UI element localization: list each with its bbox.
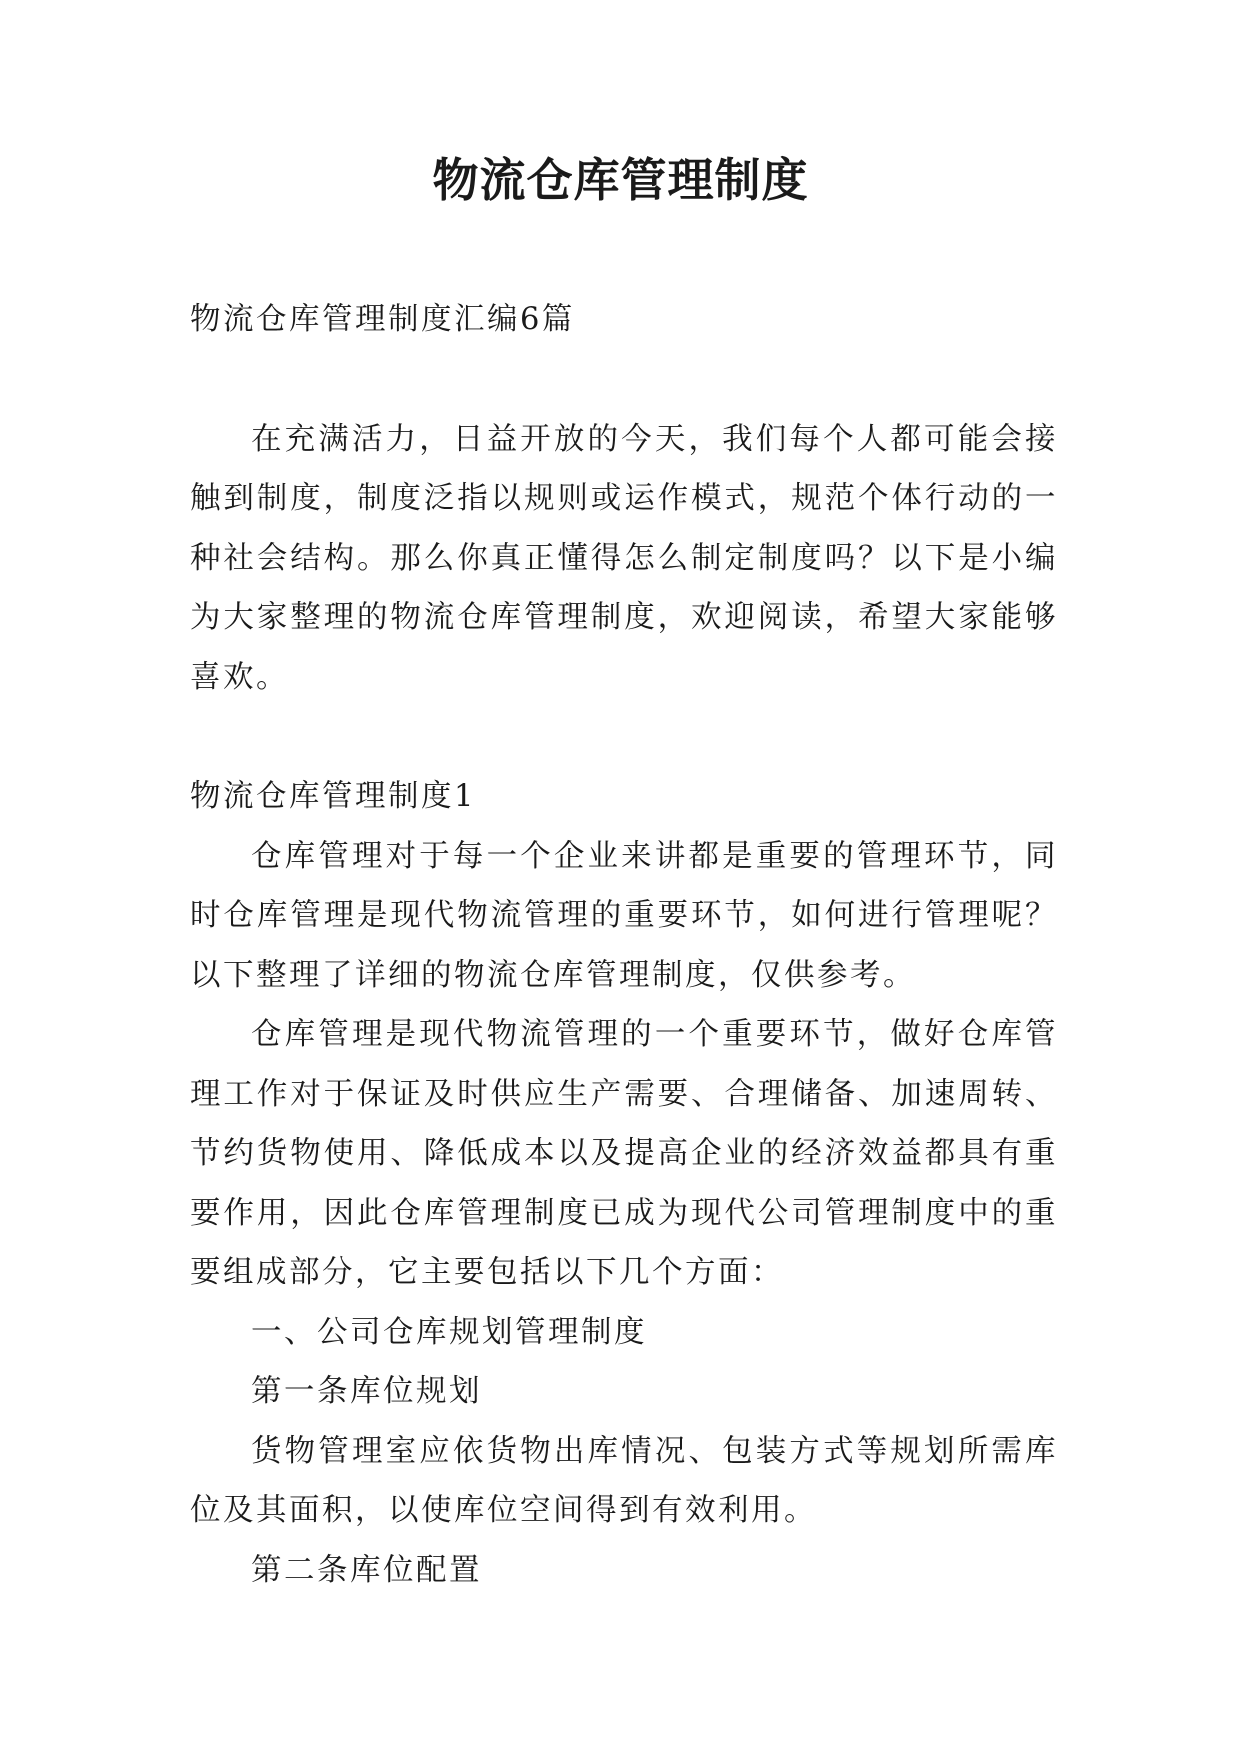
article-heading: 第一条库位规划 — [251, 1374, 482, 1409]
chapter-heading: 一、公司仓库规划管理制度 — [251, 1314, 647, 1350]
body-paragraph: 仓库管理是现代物流管理的一个重要环节，做好仓库管理工作对于保证及时供应生产需要、合理储备、加速周转、节约货物使用、降低成本以及提高企业的经济效益都具有重要作用，因此仓库管理制度已成为现代公司管理制度中的重要组成部分，它主要包括以下几个方面： — [190, 1017, 1058, 1290]
document-subtitle: 物流仓库管理制度汇编6篇 — [190, 302, 575, 337]
section-heading: 物流仓库管理制度1 — [190, 779, 476, 814]
body-paragraph: 货物管理室应依货物出库情况、包装方式等规划所需库位及其面积，以使库位空间得到有效利用。 — [190, 1433, 1058, 1528]
article-heading: 第二条库位配置 — [251, 1552, 482, 1588]
body-paragraph: 仓库管理对于每一个企业来讲都是重要的管理环节，同时仓库管理是现代物流管理的重要环节，如何进行管理呢？以下整理了详细的物流仓库管理制度，仅供参考。 — [190, 838, 1058, 993]
document-body — [190, 290, 1058, 1600]
document-title: 物流仓库管理制度 — [432, 153, 809, 207]
intro-paragraph: 在充满活力，日益开放的今天，我们每个人都可能会接触到制度，制度泛指以规则或运作模式，规范个体行动的一种社会结构。那么你真正懂得怎么制定制度吗？以下是小编为大家整理的物流仓库管理制度，欢迎阅读，希望大家能够喜欢。 — [190, 421, 1058, 695]
